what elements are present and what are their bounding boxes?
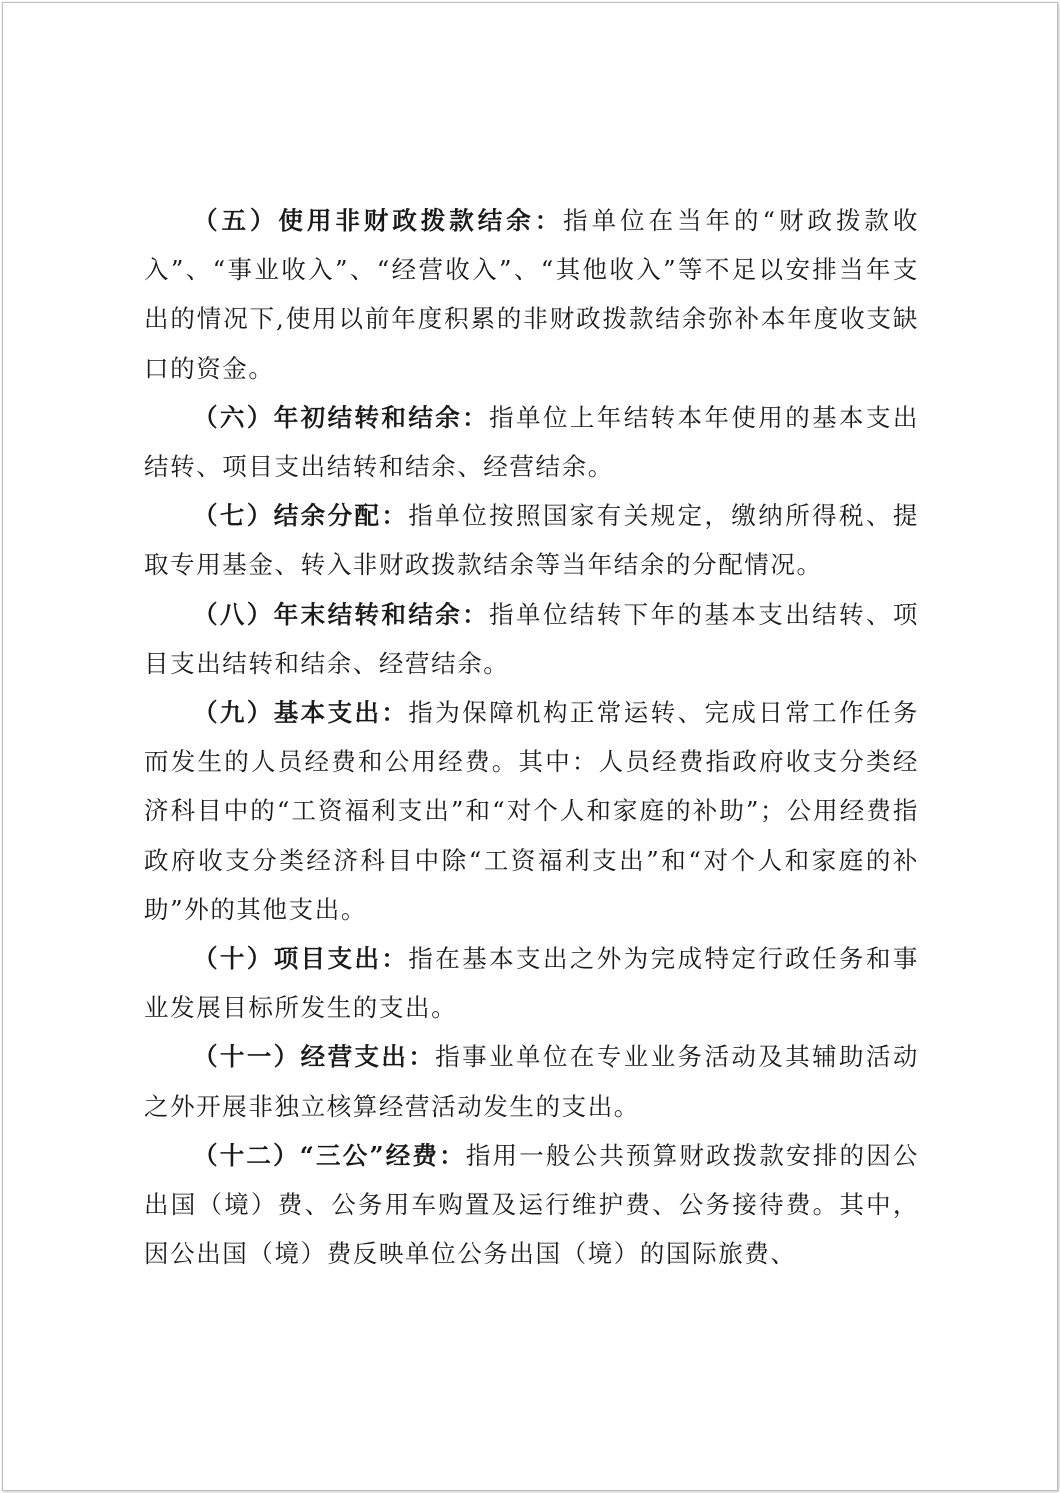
paragraph-text: 指单位按照国家有关规定，缴纳所得税、提取专用基金、转入非财政拨款结余等当年结余的分配情况。 (144, 501, 919, 580)
paragraph-5 (144, 196, 919, 393)
term-heading: （五）使用非财政拨款结余： (193, 206, 564, 235)
paragraph-9 (144, 688, 919, 934)
paragraph-text: 指事业单位在专业业务活动及其辅助活动之外开展非独立核算经营活动发生的支出。 (144, 1042, 919, 1121)
paragraph-text: 指单位结转下年的基本支出结转、项目支出结转和结余、经营结余。 (144, 599, 919, 678)
term-heading: （十一）经营支出： (193, 1042, 436, 1072)
paragraph-text: 指在基本支出之外为完成特定行政任务和事业发展目标所发生的支出。 (144, 944, 919, 1023)
paragraph-text: 指为保障机构正常运转、完成日常工作任务而发生的人员经费和公用经费。其中：人员经费指政府收支分类经济科目中的“工资福利支出”和“对个人和家庭的补助”；公用经费指政府收支分类经济科目中除“工资福利支出”和“对个人和家庭的补助”外的其他支出。 (144, 698, 919, 924)
paragraph-7 (144, 491, 919, 589)
paragraph-text: 指用一般公共预算财政拨款安排的因公出国（境）费、公务用车购置及运行维护费、公务接待费。其中，因公出国（境）费反映单位公务出国（境）的国际旅费、 (144, 1140, 919, 1269)
paragraph-text: 指单位在当年的“财政拨款收入”、“事业收入”、“经营收入”、“其他收入”等不足以安排当年支出的情况下,使用以前年度积累的非财政拨款结余弥补本年度收支缺口的资金。 (144, 206, 919, 383)
document-body (144, 196, 919, 1278)
paragraph-10 (144, 934, 919, 1032)
paragraph-11 (144, 1032, 919, 1130)
paragraph-text: 指单位上年结转本年使用的基本支出结转、项目支出结转和结余、经营结余。 (144, 402, 919, 482)
term-heading: （九）基本支出： (193, 698, 409, 728)
term-heading: （七）结余分配： (193, 501, 409, 531)
term-heading: （六）年初结转和结余： (193, 402, 490, 432)
term-heading: （十二）“三公”经费： (193, 1140, 466, 1170)
paragraph-6 (144, 393, 919, 491)
term-heading: （十）项目支出： (193, 944, 409, 974)
term-heading: （八）年末结转和结余： (193, 599, 490, 629)
paragraph-8 (144, 590, 919, 688)
paragraph-12 (144, 1131, 919, 1279)
